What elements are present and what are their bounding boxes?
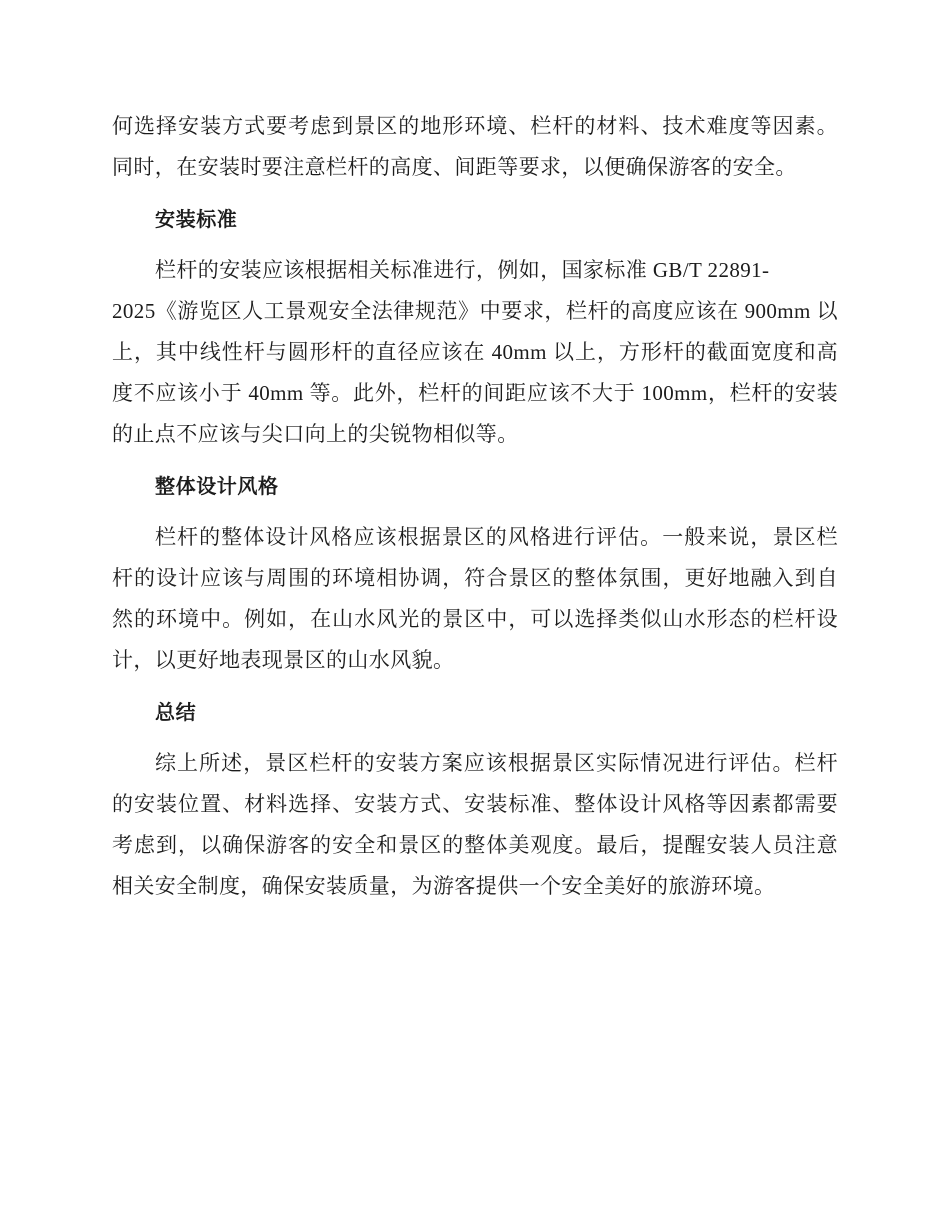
section-heading-installation-standard: 安装标准 [155,207,238,231]
section-heading-overall-design-style: 整体设计风格 [155,474,279,498]
section-heading-summary: 总结 [155,700,197,724]
document-body [112,106,838,907]
section-body-summary: 综上所述，景区栏杆的安装方案应该根据景区实际情况进行评估。栏杆的安装位置、材料选择、安装方式、安装标准、整体设计风格等因素都需要考虑到，以确保游客的安全和景区的整体美观度。最后，提醒安装人员注意相关安全制度，确保安装质量，为游客提供一个安全美好的旅游环境。 [112,751,838,898]
intro-paragraph: 何选择安装方式要考虑到景区的地形环境、栏杆的材料、技术难度等因素。同时，在安装时要注意栏杆的高度、间距等要求，以便确保游客的安全。 [112,114,838,179]
section-body-overall-design-style: 栏杆的整体设计风格应该根据景区的风格进行评估。一般来说，景区栏杆的设计应该与周围的环境相协调，符合景区的整体氛围，更好地融入到自然的环境中。例如，在山水风光的景区中，可以选择类似山水形态的栏杆设计，以更好地表现景区的山水风貌。 [112,525,838,672]
section-body-installation-standard: 栏杆的安装应该根据相关标准进行，例如，国家标准 GB/T 22891- 2025《游览区人工景观安全法律规范》中要求，栏杆的高度应该在 900mm 以上，其中线性杆与圆形杆的直径应该在 40mm 以上，方形杆的截面宽度和高度不应该小于 40mm 等。此外，栏杆的间距应该不大于 100mm，栏杆的安装的止点不应该与尖口向上的尖锐物相似等。 [112,258,838,446]
